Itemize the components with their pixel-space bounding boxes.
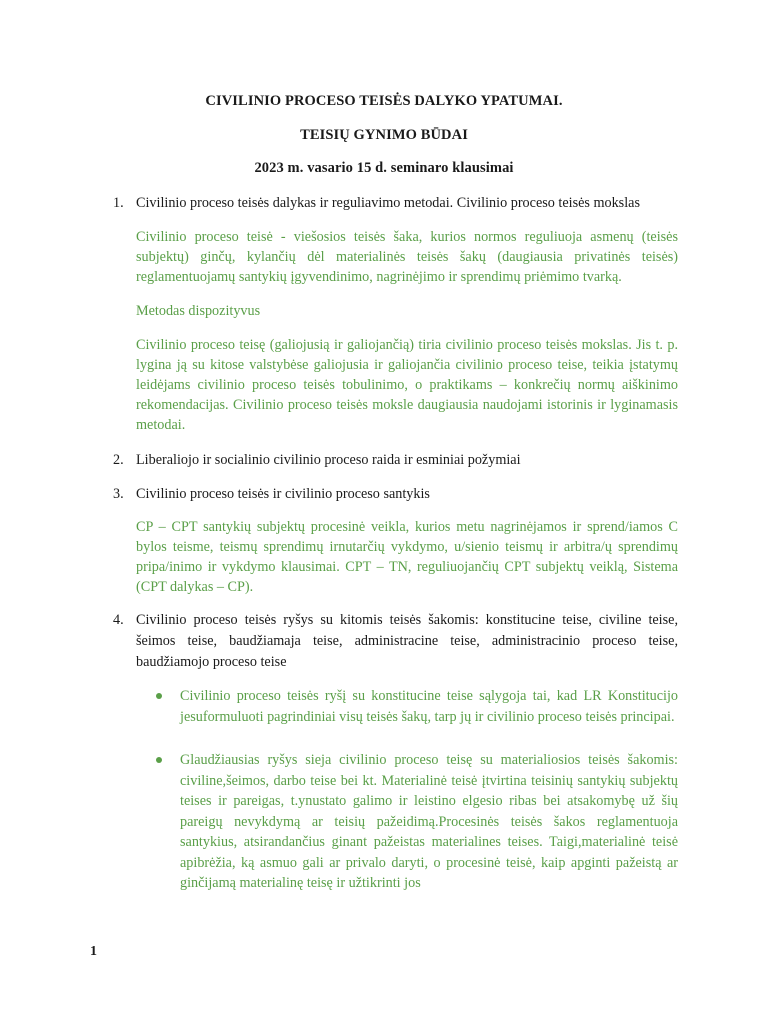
bullet-item bbox=[158, 750, 678, 894]
seminar-date-heading: 2023 m. vasario 15 d. seminaro klausimai bbox=[254, 160, 514, 176]
document-subtitle: TEISIŲ GYNIMO BŪDAI bbox=[300, 127, 468, 143]
question-text: Civilinio proceso teisės ir civilinio proceso santykis bbox=[136, 486, 430, 502]
question-number: 3. bbox=[113, 486, 124, 502]
bullet-text: Civilinio proceso teisės ryšį su konstitucine teise sąlygoja tai, kad LR Konstitucijo jesuformuluoti pagrindiniai visų teisės šakų, tarp jų ir civilinio proceso teisės principai. bbox=[180, 688, 678, 725]
bullet-dot-icon bbox=[156, 693, 162, 699]
question-item-3 bbox=[113, 484, 678, 505]
question-number: 2. bbox=[113, 452, 124, 468]
question-item-2 bbox=[113, 450, 678, 471]
document-title: CIVILINIO PROCESO TEISĖS DALYKO YPATUMAI. bbox=[205, 93, 563, 109]
question-item-1 bbox=[113, 193, 678, 214]
bullet-item bbox=[158, 686, 678, 727]
bullet-text: Glaudžiausias ryšys sieja civilinio proceso teisę su materialiosios teisės šakomis: civiline,šeimos, darbo teise bei kt. Materialinė teisė įtvirtina teisinių santykių subjektų teises ir pareigas, t.ynustato galimo ir leistino elgesio ribas bei atsakomybę už šių pareigų nevykdymą ar teisių pažeidimą.Procesinės teisės šakos reglamentuoja santykius, atsirandančius ginant pažeistas materialines teises. Taigi,materialinė teisė apibrėžia, ką asmuo gali ar privalo daryti, o procesinė teisė, kaip apginti pažeistą ar ginčijamą materialinę teisę ir užtikrinti jos bbox=[180, 752, 678, 891]
question-text: Civilinio proceso teisės ryšys su kitomis teisės šakomis: konstitucine teise, civiline teise, šeimos teise, baudžiamaja teise, administracine teise, administracinio proceso teise, baudžiamojo proceso teise bbox=[136, 612, 678, 670]
answer-paragraph: Civilinio proceso teisė - viešosios teisės šaka, kurios normos reguliuoja asmenų (teisės subjektų) ginčų, kylančių dėl materialinės teisės šakų (daugiausia privatinės teisės) reglamentuojamų santykių įgyvendinimo, nagrinėjimo ir sprendimų priėmimo tvarką. bbox=[136, 229, 678, 285]
page-number: 1 bbox=[90, 944, 97, 959]
answer-paragraph: Metodas dispozityvus bbox=[136, 303, 261, 319]
question-number: 1. bbox=[113, 195, 124, 211]
answer-paragraph: CP – CPT santykių subjektų procesinė veikla, kurios metu nagrinėjamos ir sprend/iamos C bylos teisme, teismų sprendimų irnutarčių vykdymo, u/sienio teismų ir arbitra/ų sprendimų pripa/inimo ir vykdymo klausimai. CPT – TN, reguliuojančių CPT subjektų veiklą, Sistema (CPT dalykas – CP). bbox=[136, 519, 678, 595]
bullet-dot-icon bbox=[156, 757, 162, 763]
answer-paragraph: Civilinio proceso teisę (galiojusią ir galiojančią) tiria civilinio proceso teisės mokslas. Jis t. p. lygina ją su kitose valstybėse galiojusia ir galiojančia civilinio proceso teise, teikia įstatymų leidėjams civilinio proceso teisės tobulinimo, o praktikams – konkrečių normų aiškinimo rekomendacijas. Civilinio proceso teisės moksle daugiausia naudojami istorinis ir lyginamasis metodai. bbox=[136, 337, 678, 433]
question-text: Civilinio proceso teisės dalykas ir reguliavimo metodai. Civilinio proceso teisės mokslas bbox=[136, 195, 640, 211]
question-item-4 bbox=[113, 610, 678, 673]
question-number: 4. bbox=[113, 612, 124, 628]
question-text: Liberaliojo ir socialinio civilinio proceso raida ir esminiai požymiai bbox=[136, 452, 521, 468]
